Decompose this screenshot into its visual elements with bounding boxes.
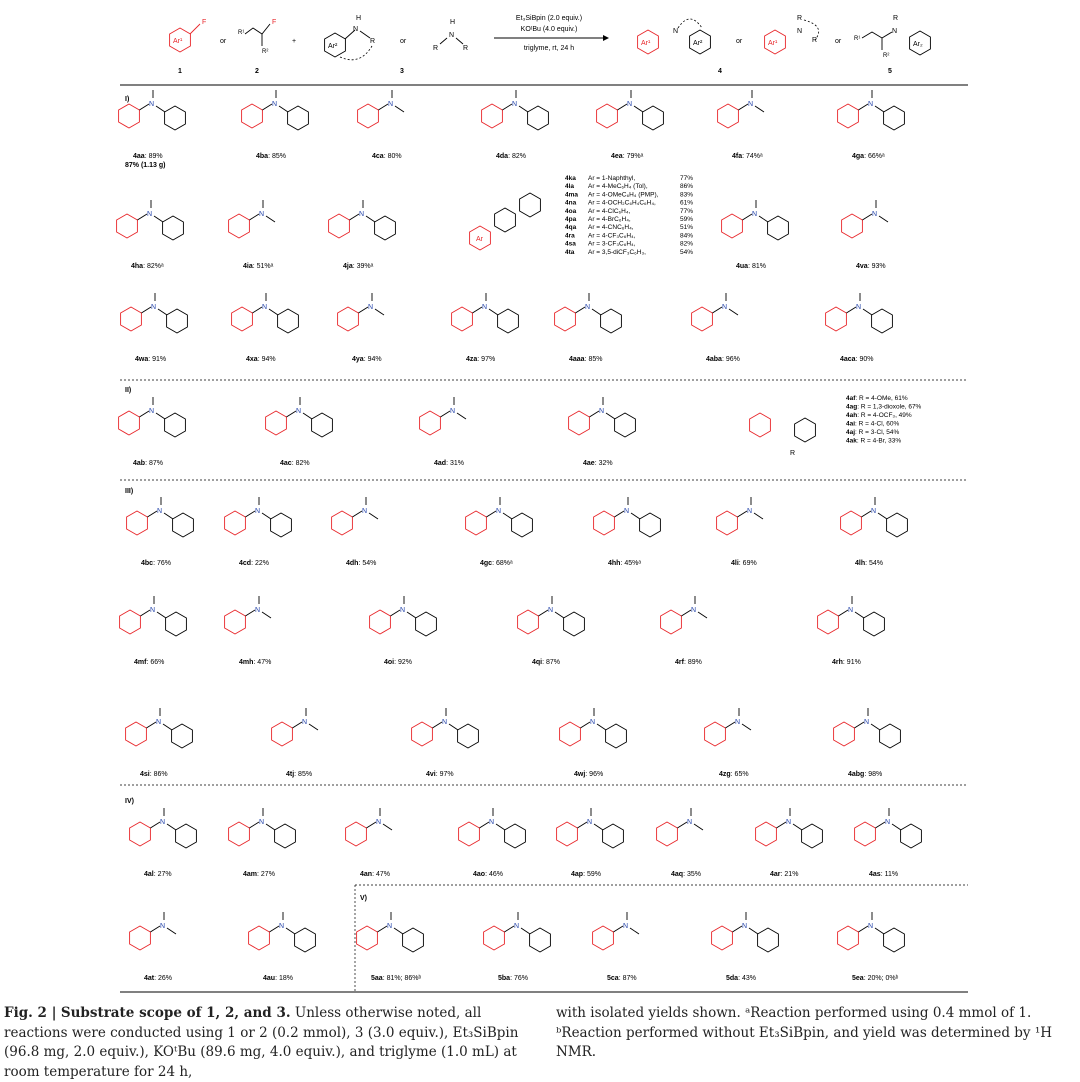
compound-label: 5ca: 87% [607,975,637,982]
compound-label: 4as: 11% [869,871,899,878]
molecule-structure [470,193,541,250]
aryl-table-yield: 83% [680,191,694,199]
aryl-table-yield: 77% [680,175,694,182]
molecule-structure [346,808,392,846]
scheme-label-2: 2 [255,68,259,75]
compound-label: 4au: 18% [263,975,293,982]
nitrogen-atom: N [871,508,877,515]
scheme-r1: R¹ [238,30,245,36]
scheme-h-3b: H [450,19,456,26]
nitrogen-atom: N [864,719,870,726]
scheme-condition-3: triglyme, rt, 24 h [523,45,575,52]
molecule-structure [661,596,707,634]
aryl-table-id: 4na [565,199,577,207]
aryl-table-yield: 61% [680,199,694,207]
amine-table-row: 4ak: R = 4-Br, 33% [846,437,902,445]
compound-label: 4qi: 87% [532,659,561,666]
molecule-structure [855,808,922,848]
nitrogen-atom: N [848,607,854,614]
molecule-structure [229,808,296,848]
molecule-structure [338,293,384,331]
molecule-structure [482,90,549,130]
scheme-r-3b-right: R [463,45,469,52]
compound-label: 4ca: 80% [372,153,402,160]
nitrogen-atom: N [279,923,285,930]
compound-label: 4fa: 74%ᵃ [732,153,763,160]
aryl-table-yield: 82% [680,240,694,248]
section-label-4: IV) [125,798,134,805]
compound-label: 5ba: 76% [498,975,528,982]
molecule-structure [838,912,905,952]
compound-label: 4dh: 54% [346,560,377,567]
scheme-plus: + [292,38,297,45]
compound-label: 4tj: 85% [286,771,313,778]
nitrogen-atom: N [255,508,261,515]
molecule-structure [272,708,318,746]
amine-table-row: 4af: R = 4-OMe, 61% [846,395,908,402]
molecule-structure [357,912,424,952]
compound-label: 4mh: 47% [239,659,272,666]
molecule-structure [225,497,292,537]
aryl-table [565,175,693,256]
nitrogen-atom: N [400,607,406,614]
scheme-or-3: or [736,38,743,45]
aryl-table-id: 4ra [565,232,575,240]
compound-label: 4an: 47% [360,871,390,878]
molecule-structure [329,200,396,240]
molecule-structure [818,596,885,636]
aryl-table-ar: Ar = 4-BrC₆H₄, [588,216,631,223]
aryl-table-yield: 51% [680,224,694,232]
compound-label: 4ae: 32% [583,460,613,467]
compound-label: 4aq: 35% [671,871,701,878]
molecule-structure [117,200,184,240]
molecule-structure [717,497,763,535]
nitrogen-atom: N [149,408,155,415]
aryl-table-ar: Ar = 1-Naphthyl, [588,175,636,182]
compound-label: 4ao: 46% [473,871,503,878]
section-label-2: II) [125,387,132,394]
molecule-structure [841,497,908,537]
aryl-table-ar: Ar = 4-ClC₆H₄, [588,207,631,215]
amine-table-row: 4ah: R = 4-OCF₃, 49% [846,412,912,419]
compound-label: 4wa: 91% [135,356,167,363]
nitrogen-atom: N [156,719,162,726]
compound-label: 4wj: 96% [574,771,604,778]
nitrogen-atom: N [587,819,593,826]
aryl-table-ar: Ar = 3,5-diCF₃C₆H₃, [588,248,646,256]
molecule-structure [266,397,333,437]
scheme-label-3: 3 [400,68,404,75]
compound-label: 4ha: 82%ᵃ [131,263,164,270]
reaction-scheme [170,15,931,75]
aryl-table-yield: 86% [680,183,694,191]
compound-label: 4lh: 54% [855,560,884,567]
compound-label: 4ab: 87% [133,460,163,467]
nitrogen-atom: N [627,101,633,108]
nitrogen-atom: N [450,408,456,415]
compound-label: 4si: 86% [140,771,168,778]
compound-label-extra: 87% (1.13 g) [125,162,166,169]
nitrogen-atom: N [868,923,874,930]
compound-label: 4da: 82% [496,153,526,160]
aryl-table-id: 4ma [565,191,579,199]
caption-left [4,1004,529,1082]
molecule-structure [594,497,661,537]
scheme-label-4: 4 [718,68,722,75]
aryl-table-ar: Ar = 3-CF₃C₆H₄, [588,240,636,248]
molecule-structure [756,808,823,848]
nitrogen-atom: N [272,101,278,108]
nitrogen-atom: N [376,819,382,826]
aryl-table-ar: Ar = 4-CNC₆H₄, [588,224,634,232]
nitrogen-atom: N [872,211,878,218]
compound-label: 4al: 27% [144,871,172,878]
molecule-structure [127,497,194,537]
nitrogen-atom: N [302,719,308,726]
nitrogen-atom: N [868,101,874,108]
scheme-ar2: Ar² [328,43,338,50]
nitrogen-atom: N [489,819,495,826]
nitrogen-atom: N [856,304,862,311]
molecule-structure [225,596,271,634]
molecule-structure [242,90,309,130]
compound-label: 4ba: 85% [256,153,286,160]
nitrogen-atom: N [149,101,155,108]
r-group-label: R [790,450,796,457]
nitrogen-atom: N [548,607,554,614]
scheme-label-5: 5 [888,68,892,75]
nitrogen-atom: N [482,304,488,311]
compound-label: 4bc: 76% [141,560,171,567]
scheme-or-2: or [400,38,407,45]
compound-label: 5da: 43% [726,975,756,982]
nitrogen-atom: N [624,508,630,515]
nitrogen-atom: N [362,508,368,515]
caption-body-left: Unless otherwise noted, all reactions were conducted using 1 or 2 (0.2 mmol), 3 (3.0 equiv.), Et₃SiBpin (96.8 mg, 2.0 equiv.), KOᵗBu (89.6 mg, 4.0 equiv.), and triglyme (1.0 mL) at room temperature for 24 h, [4,1005,519,1080]
molecule-structure [358,90,404,128]
nitrogen-atom: N [786,819,792,826]
molecule-structure [750,413,816,457]
caption-body-right: with isolated yields shown. ᵃReaction performed using 0.4 mmol of 1. ᵇReaction performed without Et₃SiBpin, and yield was determined by ¹H NMR. [556,1005,1053,1060]
compound-label: 4aaa: 85% [569,356,603,363]
aryl-table-ar: Ar = 4-CF₃C₆H₄, [588,232,636,240]
compound-labels-layer [125,153,902,982]
nitrogen-atom: N [599,408,605,415]
aryl-table-id: 4pa [565,216,577,223]
scheme-h-3: H [356,15,362,22]
compound-label: 4mf: 66% [134,659,165,666]
scheme-condition-1: Et₃SiBpin (2.0 equiv.) [515,15,583,22]
structures-layer [117,90,922,952]
molecule-structure [119,397,186,437]
nitrogen-atom: N [514,923,520,930]
molecule-structure [332,497,378,535]
compound-label: 4gc: 68%ᵃ [480,560,513,567]
molecule-structure [229,200,275,238]
nitrogen-atom: N [885,819,891,826]
nitrogen-atom: N [160,819,166,826]
amine-table-row: 4aj: R = 3-Cl, 54% [846,429,900,436]
scheme-r-3: R [370,38,376,45]
scheme-prod-ar2b: Ar₂ [913,41,923,48]
section-label-5: V) [360,895,367,902]
molecule-structure [597,90,664,130]
compound-label: 4ja: 39%ᵃ [343,263,374,270]
nitrogen-atom: N [687,819,693,826]
compound-label: 4ya: 94% [352,356,382,363]
molecule-structure [121,293,188,333]
molecule-structure [452,293,519,333]
nitrogen-atom: N [150,607,156,614]
nitrogen-atom: N [259,211,265,218]
nitrogen-atom: N [388,101,394,108]
scheme-label-1: 1 [178,68,182,75]
compound-label: 4ua: 81% [736,263,766,270]
nitrogen-atom: N [722,304,728,311]
molecule-structure [692,293,738,331]
aryl-table-id: 4ta [565,248,575,256]
caption-title: Substrate scope of 1, 2, and 3. [60,1005,291,1021]
aryl-table-ar: Ar = 4-OMeC₆H₄ (PMP), [588,191,659,199]
compound-label: 4li: 69% [731,560,757,567]
compound-label: 4xa: 94% [246,356,276,363]
aryl-table-yield: 54% [680,248,694,256]
scheme-or-4: or [835,38,842,45]
compound-label: 4ar: 21% [770,871,799,878]
caption-right [556,1004,1078,1063]
compound-label: 4za: 97% [466,356,496,363]
nitrogen-atom: N [585,304,591,311]
nitrogen-atom: N [160,923,166,930]
nitrogen-atom: N [387,923,393,930]
aryl-table-yield: 77% [680,207,694,215]
molecule-structure [120,596,187,636]
molecule-structure [705,708,751,746]
molecule-structure [459,808,526,848]
nitrogen-atom: N [742,923,748,930]
molecule-structure [420,397,466,435]
aryl-table-yield: 84% [680,232,694,240]
aryl-table-ar: Ar = 4-MeC₆H₄ (Tol), [588,183,648,191]
scheme-prod-ar1: Ar¹ [641,40,651,47]
compound-label: 4rf: 89% [675,659,702,666]
compound-label: 4ea: 79%ᵃ [611,153,644,160]
scheme-prod-r-top: R [797,15,803,22]
aryl-table-yield: 59% [680,216,694,223]
nitrogen-atom: N [255,607,261,614]
section-label-3: III) [125,488,134,495]
molecule-structure [826,293,893,333]
scheme-prod-r3: R [893,15,899,22]
aryl-table-id: 4ka [565,175,576,182]
compound-label: 5aa: 81%; 86%ᵇ [371,975,422,982]
scheme-or-1: or [220,38,227,45]
molecule-structure [249,912,316,952]
amine-substituent-table [846,395,922,445]
molecule-structure [593,912,639,950]
aryl-group-label: Ar [476,236,483,243]
compound-label: 4ga: 66%ᵃ [852,153,885,160]
molecule-structure [557,808,624,848]
nitrogen-atom: N [512,101,518,108]
compound-label: 4ad: 31% [434,460,464,467]
caption-fig-label: Fig. 2 | [4,1005,57,1021]
molecule-structure [842,200,888,238]
aryl-table-id: 4sa [565,240,576,248]
compound-label: 4aca: 90% [840,356,874,363]
molecule-structure [130,808,197,848]
scheme-ar1-1: Ar¹ [173,38,183,45]
nitrogen-atom: N [442,719,448,726]
nitrogen-atom: N [147,211,153,218]
section-label-1: I) [125,96,130,103]
scheme-r-3b-left: R [433,45,439,52]
scheme-prod-ar1b: Ar¹ [768,40,778,47]
compound-label: 4rh: 91% [832,659,861,666]
compound-label: 4oi: 92% [384,659,413,666]
molecule-structure [560,708,627,748]
scheme-condition-2: KOᵗBu (4.0 equiv.) [520,26,578,33]
nitrogen-atom: N [368,304,374,311]
compound-label: 4zg: 65% [719,771,749,778]
molecule-structure [834,708,901,748]
nitrogen-atom: N [262,304,268,311]
compound-label: 4vi: 97% [426,771,454,778]
amine-table-row: 4ai: R = 4-Cl, 60% [846,420,900,428]
aryl-table-ar: Ar = 4-OCH₂C₆H₄C₆H₄, [588,199,656,207]
scheme-r2: R² [262,49,269,55]
compound-label: 4am: 27% [243,871,275,878]
scheme-prod-r2: R² [883,53,890,59]
molecule-structure [126,708,193,748]
compound-label: 4cd: 22% [239,560,269,567]
compound-label: 4aa: 89% [133,153,163,160]
compound-label: 4abg: 98% [848,771,883,778]
nitrogen-atom: N [259,819,265,826]
molecule-structure [232,293,299,333]
compound-label: 4va: 93% [856,263,886,270]
molecule-structure [722,200,789,240]
molecule-structure [130,912,176,950]
nitrogen-atom: N [691,607,697,614]
compound-label: 4aba: 96% [706,356,740,363]
aryl-table-id: 4la [565,183,575,191]
scheme-prod-n: N [673,28,679,35]
scheme-prod-r-right: R [812,37,818,44]
compound-label: 4ac: 82% [280,460,310,467]
molecule-structure [657,808,703,846]
nitrogen-atom: N [623,923,629,930]
compound-label: 4hh: 45%ᵃ [608,560,641,567]
molecule-structure [712,912,779,952]
nitrogen-atom: N [151,304,157,311]
scheme-n-3: N [353,26,359,33]
molecule-structure [370,596,437,636]
molecule-structure [412,708,479,748]
nitrogen-atom: N [748,101,754,108]
nitrogen-atom: N [296,408,302,415]
molecule-structure [555,293,622,333]
compound-label: 4ia: 51%ᵃ [243,263,274,270]
molecule-structure [718,90,764,128]
compound-label: 5ea: 20%; 0%ᵇ [852,975,899,982]
molecule-structure [518,596,585,636]
nitrogen-atom: N [752,211,758,218]
aryl-table-id: 4qa [565,224,577,232]
scheme-prod-r1: R¹ [854,36,861,42]
nitrogen-atom: N [590,719,596,726]
nitrogen-atom: N [735,719,741,726]
scheme-n-3b: N [449,32,455,39]
scheme-f-2: F [272,19,277,26]
amine-table-row: 4ag: R = 1,3-dioxole, 67% [846,403,922,411]
molecule-structure [484,912,551,952]
scheme-prod-n3: N [892,28,898,35]
compound-label: 4ap: 59% [571,871,601,878]
nitrogen-atom: N [157,508,163,515]
molecule-structure [466,497,533,537]
scheme-prod-ar2: Ar² [693,40,703,47]
compound-label: 4at: 26% [144,975,173,982]
nitrogen-atom: N [359,211,365,218]
nitrogen-atom: N [747,508,753,515]
molecule-structure [569,397,636,437]
scheme-f-1: F [202,19,207,26]
aryl-table-id: 4oa [565,207,577,215]
scheme-prod-n2: N [797,28,803,35]
nitrogen-atom: N [496,508,502,515]
molecule-structure [838,90,905,130]
